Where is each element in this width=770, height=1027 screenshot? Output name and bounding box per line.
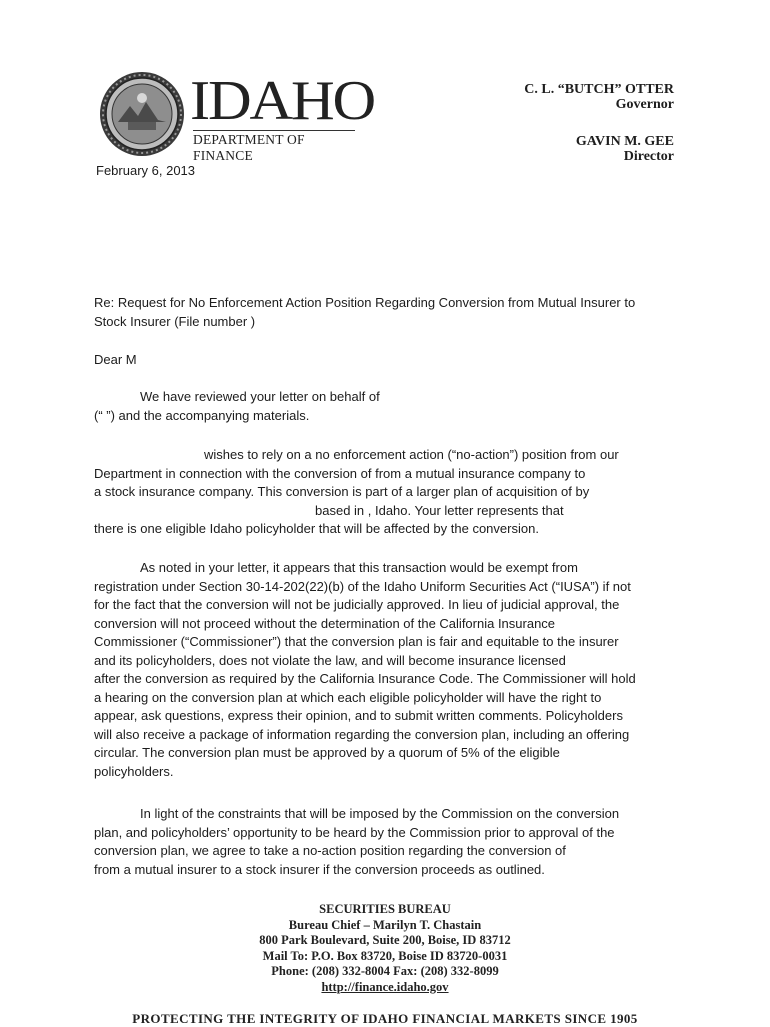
paragraph-line: conversion will not proceed without the determination of the California Insurance: [94, 615, 556, 631]
subject-line: [94, 294, 694, 331]
paragraph-4: [94, 805, 694, 879]
governor-name: C. L. “BUTCH” OTTER: [524, 82, 674, 97]
paragraph-line: We have reviewed your letter on behalf of: [140, 389, 380, 404]
paragraph-line: a hearing on the conversion plan at which each eligible policyholder will have the right to: [94, 689, 602, 705]
paragraph-line: based in , Idaho. Your letter represents that: [315, 502, 564, 518]
paragraph-line: will also receive a package of information regarding the conversion plan, including an offering: [94, 726, 630, 742]
paragraph-3: [94, 559, 694, 781]
paragraph-line: conversion plan, we agree to take a no-action position regarding the conversion of: [94, 843, 566, 858]
director-title: Director: [623, 149, 674, 164]
governor-title: Governor: [615, 97, 674, 112]
paragraph-line: As noted in your letter, it appears that this transaction would be exempt from: [140, 560, 578, 575]
logo-wordmark: IDAHO: [190, 70, 375, 132]
paragraph-line: policyholders.: [94, 763, 174, 779]
paragraph-line: for the fact that the conversion will not be judicially approved. In lieu of judicial approval, the: [94, 597, 620, 612]
paragraph-line: In light of the constraints that will be imposed by the Commission on the conversion: [140, 806, 620, 821]
paragraph-line: (“ ”) and the accompanying materials.: [94, 407, 310, 423]
paragraph-line: registration under Section 30-14-202(22)(b) of the Idaho Uniform Securities Act (“IUSA”) if not: [94, 578, 631, 594]
logo-department: DEPARTMENT OF FINANCE: [193, 130, 355, 164]
director-name: GAVIN M. GEE: [575, 134, 674, 149]
footer-phone: Phone: (208) 332-8004 Fax: (208) 332-8099: [271, 964, 499, 978]
letter-date: February 6, 2013: [96, 163, 196, 178]
paragraph-line: appear, ask questions, express their opinion, and to submit written comments. Policyholders: [94, 708, 623, 723]
paragraph-line: and its policyholders, does not violate the law, and will become insurance licensed: [94, 652, 566, 668]
paragraph-line: a stock insurance company. This conversion is part of a larger plan of acquisition of by: [94, 484, 590, 499]
paragraph-line: Department in connection with the conversion of from a mutual insurance company to: [94, 465, 586, 481]
footer-website-link[interactable]: http://finance.idaho.gov: [321, 979, 449, 994]
paragraph-line: circular. The conversion plan must be approved by a quorum of 5% of the eligible: [94, 745, 560, 760]
paragraph-line: from a mutual insurer to a stock insurer if the conversion proceeds as outlined.: [94, 861, 545, 877]
footer-contact-block: [0, 902, 770, 995]
subject-line-1: Re: Request for No Enforcement Action Position Regarding Conversion from Mutual Insurer to: [94, 295, 636, 310]
paragraph-2: [94, 446, 694, 539]
footer-bureau: SECURITIES BUREAU: [319, 902, 451, 916]
paragraph-line: Commissioner (“Commissioner”) that the conversion plan is fair and equitable to the insurer: [94, 634, 619, 649]
state-seal-icon: [98, 70, 186, 158]
paragraph-line: after the conversion as required by the California Insurance Code. The Commissioner will hold: [94, 671, 636, 686]
paragraph-line: plan, and policyholders’ opportunity to be heard by the Commission prior to approval of the: [94, 824, 615, 840]
salutation: Dear M: [94, 352, 137, 367]
subject-line-2: Stock Insurer (File number ): [94, 313, 256, 329]
footer-mail: Mail To: P.O. Box 83720, Boise ID 83720-0031: [262, 948, 508, 963]
footer-chief: Bureau Chief – Marilyn T. Chastain: [288, 917, 482, 932]
paragraph-1: [94, 388, 694, 425]
paragraph-line: wishes to rely on a no enforcement action (“no-action”) position from our: [204, 447, 619, 462]
footer-tagline: PROTECTING THE INTEGRITY OF IDAHO FINANCIAL MARKETS SINCE 1905: [132, 1011, 638, 1026]
footer-address: 800 Park Boulevard, Suite 200, Boise, ID 83712: [259, 933, 511, 947]
paragraph-line: there is one eligible Idaho policyholder that will be affected by the conversion.: [94, 521, 539, 536]
officials-block: [524, 82, 674, 164]
